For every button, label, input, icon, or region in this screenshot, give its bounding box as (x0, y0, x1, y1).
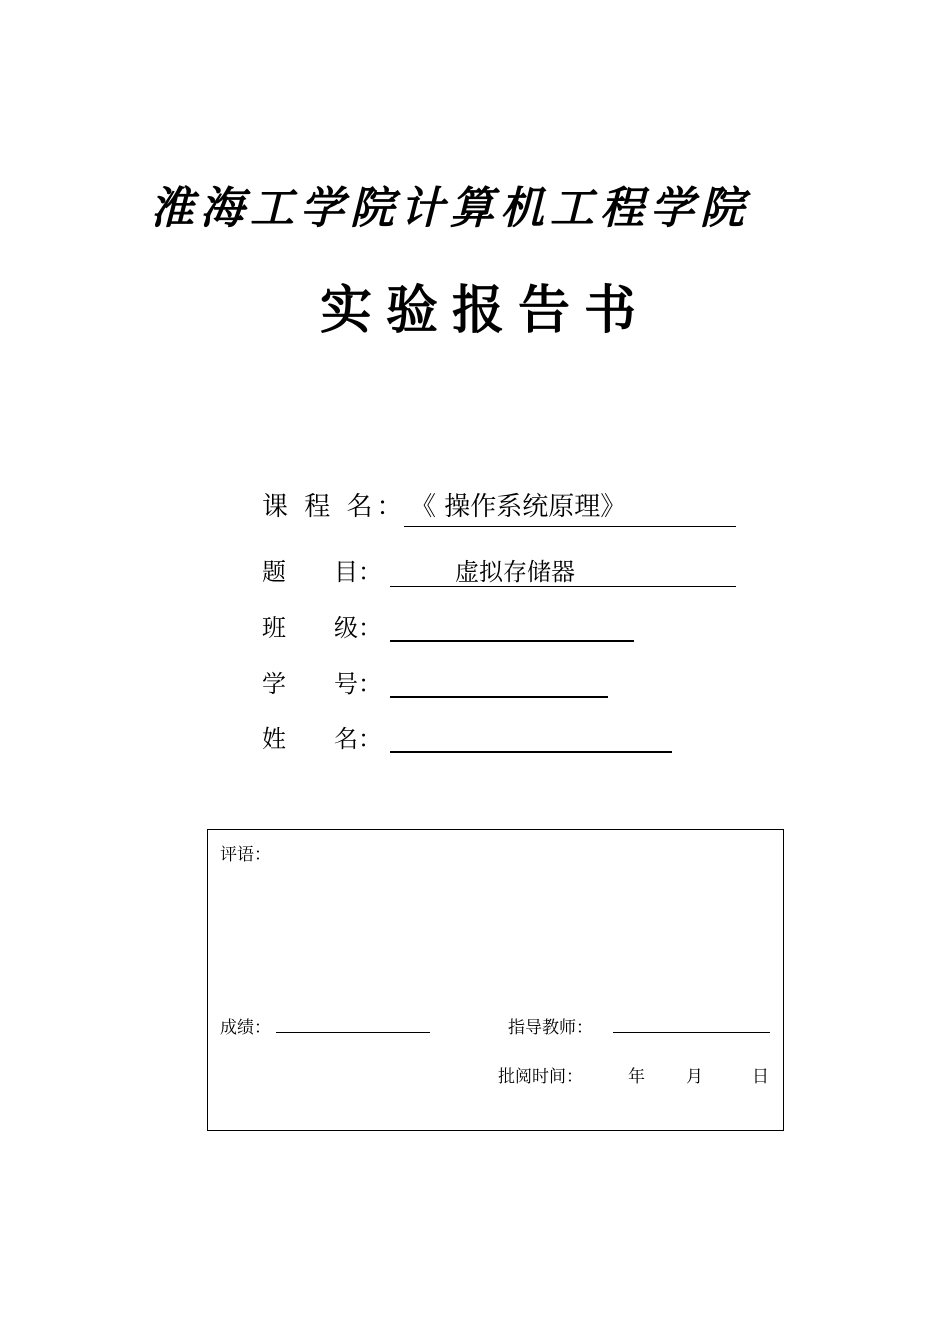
comment-label: 评语： (220, 845, 271, 865)
course-label: 课 程 名： (262, 492, 407, 522)
name-underline (390, 751, 672, 753)
school-title: 淮海工学院计算机工程学院 (150, 183, 750, 234)
review-year: 年 (628, 1067, 645, 1087)
course-underline (404, 526, 736, 527)
course-value: 《 操作系统原理》 (410, 492, 627, 522)
grade-label: 成绩： (220, 1018, 271, 1038)
class-underline (390, 640, 634, 642)
name-label: 姓 名： (262, 725, 382, 753)
topic-value: 虚拟存储器 (455, 558, 575, 586)
review-month: 月 (686, 1067, 703, 1087)
review-day: 日 (752, 1067, 769, 1087)
review-date-label: 批阅时间： (498, 1067, 583, 1087)
teacher-underline (613, 1032, 770, 1033)
topic-underline (390, 586, 736, 587)
student-id-underline (390, 696, 608, 698)
teacher-label: 指导教师： (508, 1018, 593, 1038)
class-label: 班 级： (262, 614, 382, 642)
report-title: 实验报告书 (320, 280, 651, 341)
grade-underline (276, 1032, 430, 1033)
topic-label: 题 目： (262, 558, 382, 586)
student-id-label: 学 号： (262, 670, 382, 698)
